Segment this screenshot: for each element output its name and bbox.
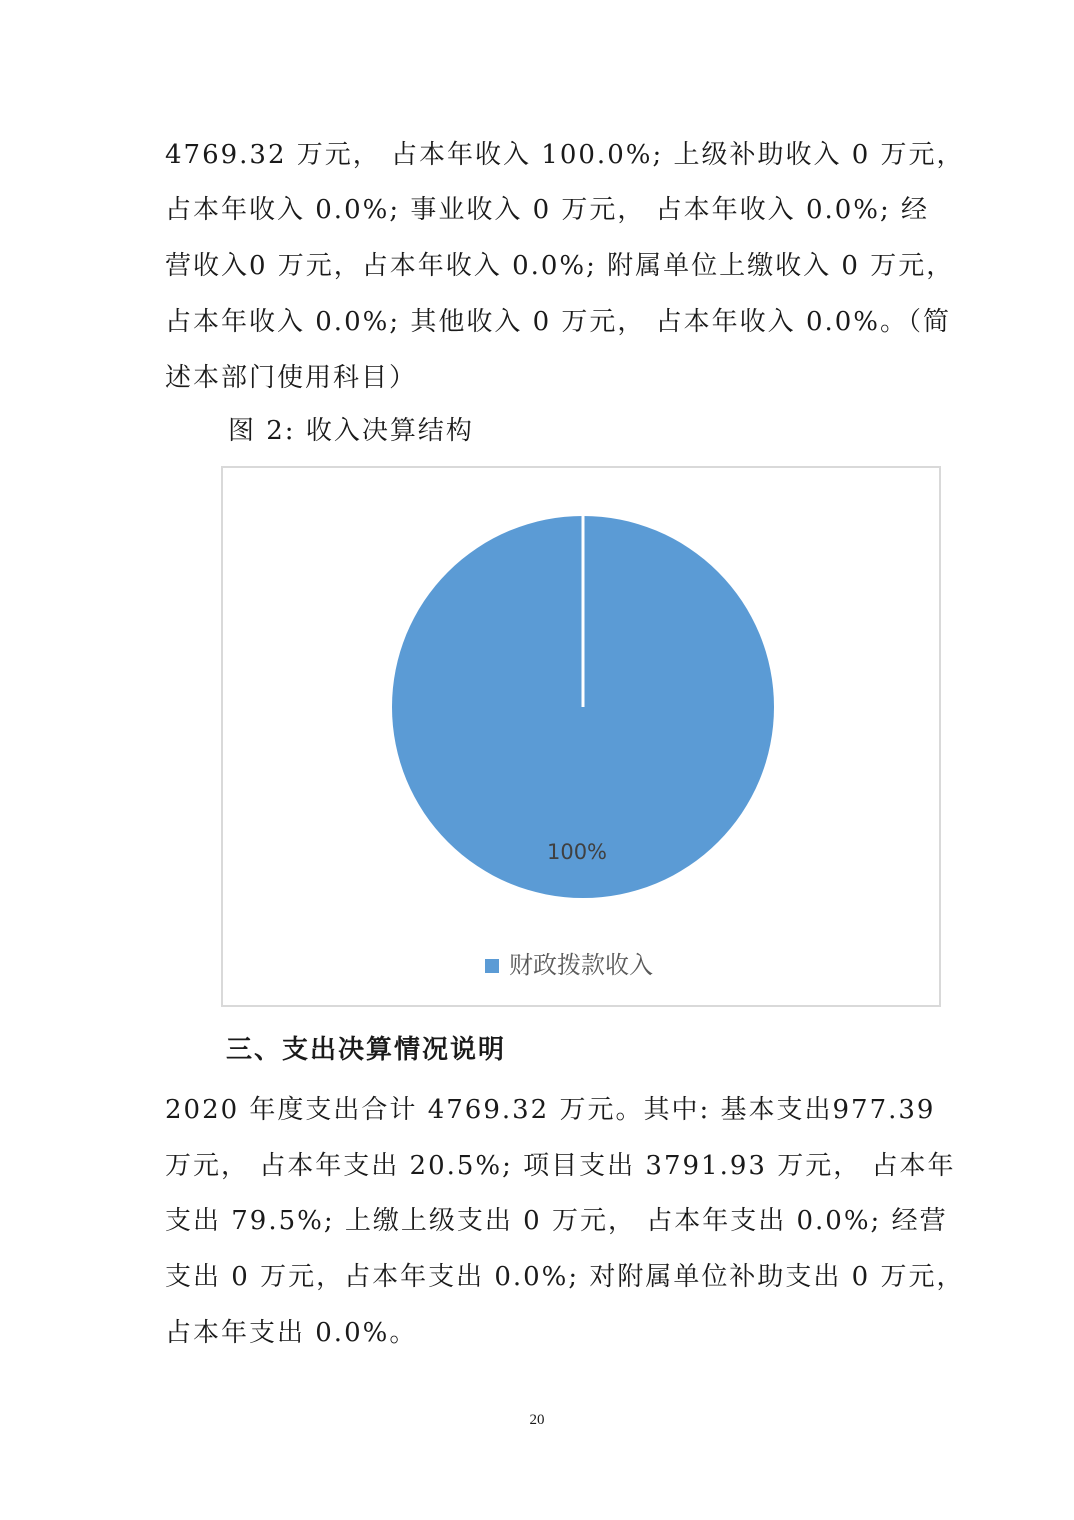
pie-chart-frame: [221, 466, 941, 1007]
paragraph-line: 占本年收入 0.0%; 其他收入 0 万元， 占本年收入 0.0%。（简: [165, 307, 951, 337]
paragraph-line: 万元， 占本年支出 20.5%; 项目支出 3791.93 万元， 占本年: [165, 1151, 956, 1181]
legend-swatch: [485, 959, 499, 973]
page-number: 20: [529, 1412, 545, 1428]
pie-data-label: 100%: [546, 840, 608, 864]
paragraph-line: 述本部门使用科目）: [165, 363, 418, 393]
paragraph-line: 2020 年度支出合计 4769.32 万元。其中: 基本支出977.39: [165, 1095, 936, 1125]
paragraph-line: 支出 0 万元，占本年支出 0.0%; 对附属单位补助支出 0 万元，: [165, 1262, 965, 1292]
paragraph-line: 4769.32 万元， 占本年收入 100.0%; 上级补助收入 0 万元，: [165, 140, 965, 170]
legend-label: 财政拨款收入: [509, 951, 653, 979]
paragraph-line: 占本年收入 0.0%; 事业收入 0 万元， 占本年收入 0.0%; 经: [165, 195, 930, 225]
section-heading-expenditure: 三、支出决算情况说明: [226, 1035, 507, 1065]
paragraph-line: 支出 79.5%; 上缴上级支出 0 万元， 占本年支出 0.0%; 经营: [165, 1206, 948, 1236]
pie-chart: [223, 468, 939, 1005]
paragraph-line: 营收入0 万元，占本年收入 0.0%; 附属单位上缴收入 0 万元，: [165, 251, 955, 281]
figure-caption: 图 2: 收入决算结构: [228, 416, 474, 446]
paragraph-line: 占本年支出 0.0%。: [165, 1318, 418, 1348]
